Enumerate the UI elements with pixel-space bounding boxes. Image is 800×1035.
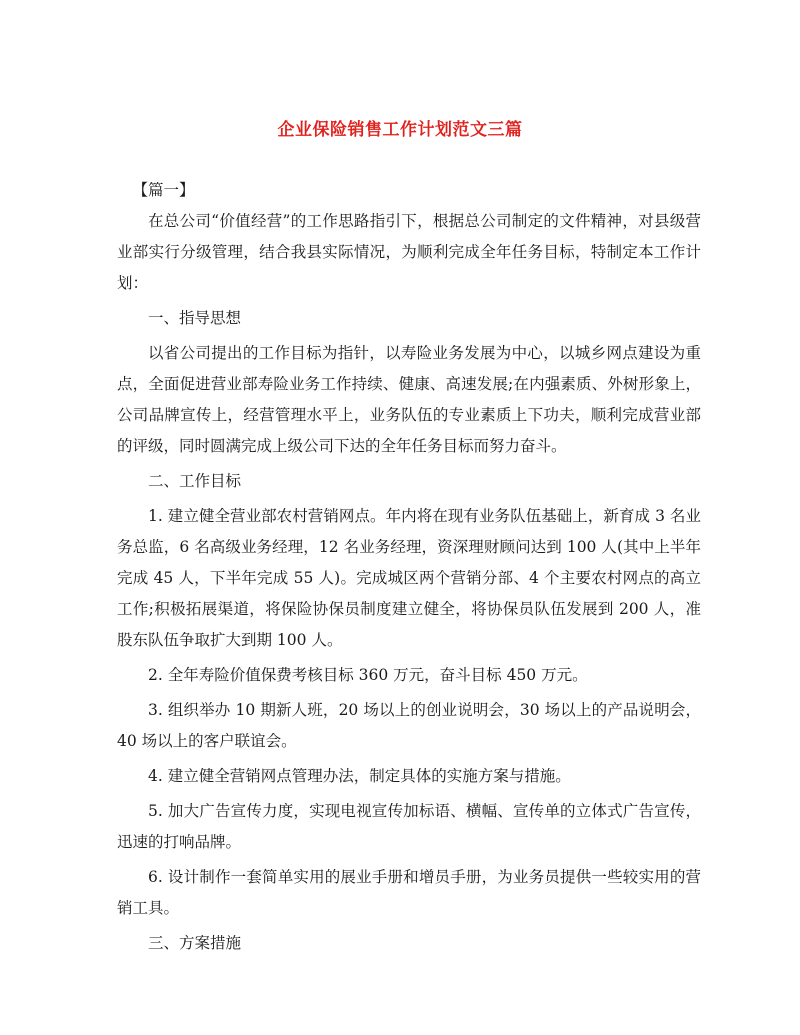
paragraph-intro: 在总公司“价值经营”的工作思路指引下，根据总公司制定的文件精神，对县级营业部实行分级管理，结合我县实际情况，为顺利完成全年任务目标，特制定本工作计划： [117,212,701,292]
goal-item-3: 3. 组织举办 10 期新人班，20 场以上的创业说明会，30 场以上的产品说明会，40 场以上的客户联谊会。 [117,701,701,750]
heading-plan-measures: 三、方案措施 [148,934,242,952]
goal-item-2: 2. 全年寿险价值保费考核目标 360 万元，奋斗目标 450 万元。 [148,666,588,684]
section-tag: 【篇一】 [132,181,195,199]
heading-work-goals: 二、工作目标 [148,472,242,490]
document-title: 企业保险销售工作计划范文三篇 [277,120,523,140]
document-body [117,175,701,963]
goal-item-6: 6. 设计制作一套简单实用的展业手册和增员手册，为业务员提供一些较实用的营销工具。 [117,868,701,917]
goal-item-5: 5. 加大广告宣传力度，实现电视宣传加标语、横幅、宣传单的立体式广告宣传，迅速的打响品牌。 [117,802,701,851]
paragraph-guiding-thought: 以省公司提出的工作目标为指针，以寿险业务发展为中心，以城乡网点建设为重点，全面促进营业部寿险业务工作持续、健康、高速发展;在内强素质、外树形象上，公司品牌宣传上，经营管理水平上，业务队伍的专业素质上下功夫，顺利完成营业部的评级，同时圆满完成上级公司下达的全年任务目标而努力奋斗。 [117,344,701,455]
heading-guiding-thought: 一、指导思想 [148,309,242,327]
goal-item-1: 1. 建立健全营业部农村营销网点。年内将在现有业务队伍基础上，新育成 3 名业务总监，6 名高级业务经理，12 名业务经理，资深理财顾问达到 100 人(其中上半年完成 45 人，下半年完成 55 人)。完成城区两个营销分部、4 个主要农村网点的高立工作;积极拓展渠道，将保险协保员制度建立健全，将协保员队伍发展到 200 人，准股东队伍争取扩大到期 100 人。 [117,507,701,649]
goal-item-4: 4. 建立健全营销网点管理办法，制定具体的实施方案与措施。 [148,767,571,785]
